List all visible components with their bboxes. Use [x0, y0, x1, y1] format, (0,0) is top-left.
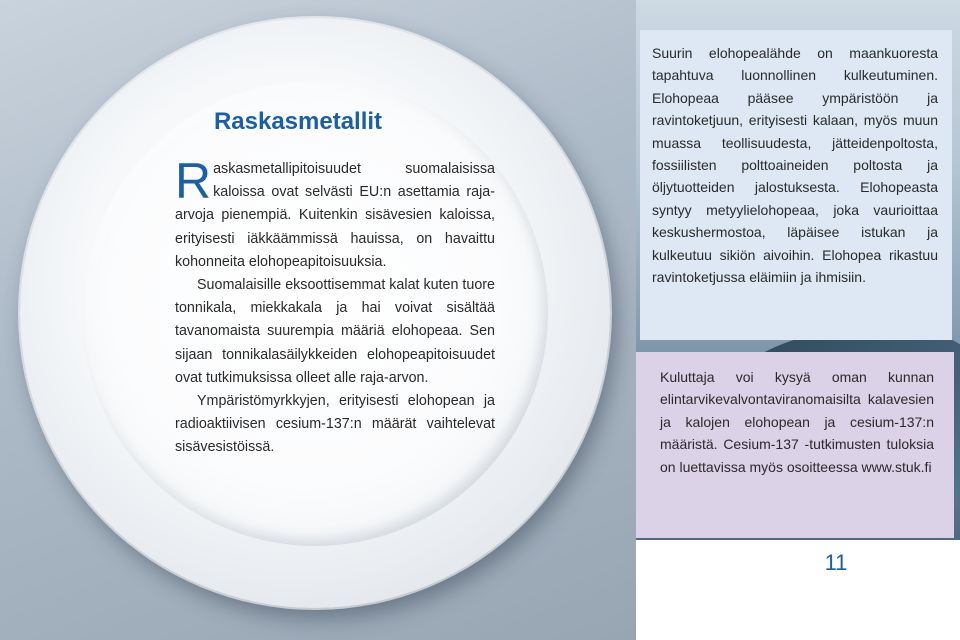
info-box-consumer-text: Kuluttaja voi kysyä oman kunnan elintarvikevalvontaviranomaisilta kalavesien ja kalojen elohopean ja cesium-137:n määristä. Cesium-137 -tutkimusten tuloksia on luettavissa myös osoitteessa www.stuk.fi — [660, 369, 934, 475]
article-body — [175, 153, 495, 460]
article-paragraph-3: Ympäristömyrkkyjen, erityisesti elohopean ja radioaktiivisen cesium-137:n määrät vaihtelevat sisävesistöissä. — [175, 393, 495, 456]
info-box-mercury-text: Suurin elohopealähde on maankuoresta tapahtuva luonnollinen kulkeutuminen. Elohopeaa pääsee ympäristöön ja ravintoketjuun, erityisesti kalaan, myös muun muassa teollisuudesta, jätteidenpoltosta, fossiilisten polttoaineiden poltosta ja öljytuotteiden jalostuksesta. Elohopeasta syntyy metyylielohopeaa, joka vaurioittaa keskushermostoa, läpäisee istukan ja kulkeutuu sikiön aivoihin. Elohopea rikastuu ravintoketjussa eläimiin ja ihmisiin. — [652, 45, 938, 286]
page-title: Raskasmetallit — [213, 108, 383, 135]
info-box-mercury — [640, 30, 952, 340]
info-box-consumer — [636, 352, 954, 538]
article-paragraph-1-text: askasmetallipitoisuudet suomalaisissa kaloissa ovat selvästi EU:n asettamia raja-arvoja pienempiä. Kuitenkin sisävesien kaloissa, erityisesti iäkkäämmissä hauissa, on havaittu kohonneita elohopeapitoisuuksia. — [175, 161, 495, 270]
dropcap: R — [175, 153, 212, 209]
article-paragraph-1 — [175, 153, 495, 274]
article-paragraph-2: Suomalaisille eksoottisemmat kalat kuten tuore tonnikala, miekkakala ja hai voivat sisältää tavanomaista suurempia määriä elohopeaa. Sen sijaan tonnikalasäilykkeiden elohopeapitoisuudet ovat tutkimuksissa olleet alle raja-arvon. — [175, 277, 495, 386]
page-number: 11 — [824, 550, 848, 575]
sidebar-column — [636, 0, 960, 640]
